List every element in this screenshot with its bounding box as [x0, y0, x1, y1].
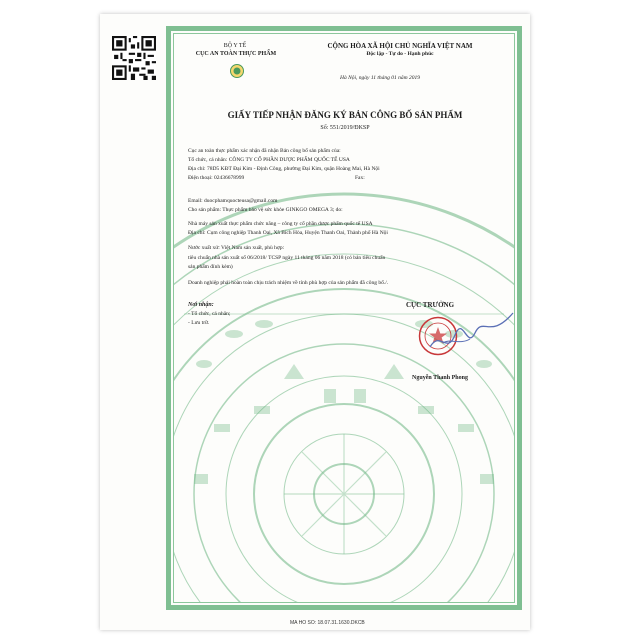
- responsibility-line: Doanh nghiệp phải hoàn toàn chịu trách nhiệm về tính phù hợp của sản phẩm đã công bố./.: [188, 280, 389, 286]
- recipient-item: - Tổ chức, cá nhân;: [188, 311, 231, 317]
- signer-name: Nguyễn Thanh Phong: [412, 375, 468, 381]
- phone-line: Điện thoại: 02436678999: [188, 175, 245, 181]
- document-number: Số: 551/2019/ĐKSP: [320, 125, 370, 131]
- agency-name: CỤC AN TOÀN THỰC PHẨM: [195, 51, 277, 57]
- qr-code-icon: [112, 36, 156, 80]
- factory-address-line: Địa chỉ: Cụm công nghiệp Thanh Oai, Xã Bích Hòa, Huyện Thanh Oai, Thành phố Hà Nội: [188, 230, 388, 236]
- product-line: Cho sản phẩm: Thực phẩm bảo vệ sức khỏe GINKGO OMEGA 3; do:: [188, 207, 343, 213]
- factory-line: Nhà máy sản xuất thực phẩm chức năng – công ty cổ phần dược phẩm quốc tế USA: [188, 221, 373, 227]
- ministry-name: BỘ Y TẾ: [223, 43, 247, 49]
- origin-line: Nước xuất xứ: Việt Nam sản xuất, phù hợp:: [188, 245, 285, 251]
- recipient-item: - Lưu trữ.: [188, 320, 210, 326]
- country-name: CỘNG HÒA XÃ HỘI CHỦ NGHĨA VIỆT NAM: [327, 42, 473, 50]
- national-motto: Độc lập - Tự do - Hạnh phúc: [366, 51, 434, 57]
- document-title: GIẤY TIẾP NHẬN ĐĂNG KÝ BẢN CÔNG BỐ SẢN PHẨM: [227, 110, 463, 120]
- fax-line: Fax:: [355, 175, 365, 181]
- organization-line: Tổ chức, cá nhân: CÔNG TY CỔ PHẦN DƯỢC PHẨM QUỐC TẾ USA: [188, 157, 350, 163]
- dossier-code: MA HO SO: 18.07.31.1630.DKCB: [290, 620, 365, 626]
- recipients-heading: Nơi nhận:: [188, 302, 214, 308]
- standard-line-2: sản phẩm đính kèm): [188, 264, 233, 270]
- standard-line-1: tiêu chuẩn nhà sản xuất số 06/2018/ TCSP ngày 11 tháng 06 năm 2018 (có bản tiêu chuẩn: [188, 255, 386, 261]
- handwritten-signature: [425, 305, 515, 365]
- food-safety-logo-icon: [230, 64, 244, 78]
- address-line: Địa chỉ: 78D5 KĐT Đại Kim - Định Công, phường Đại Kim, quận Hoàng Mai, Hà Nội: [188, 166, 380, 172]
- intro-line: Cục an toàn thực phẩm xác nhận đã nhận Bản công bố sản phẩm của:: [188, 148, 341, 154]
- email-line: Email: duocphamquocteusa@gmail.com: [188, 198, 278, 204]
- signer-role: CỤC TRƯỞNG: [405, 301, 455, 309]
- place-date: Hà Nội, ngày 11 tháng 01 năm 2019: [340, 75, 420, 81]
